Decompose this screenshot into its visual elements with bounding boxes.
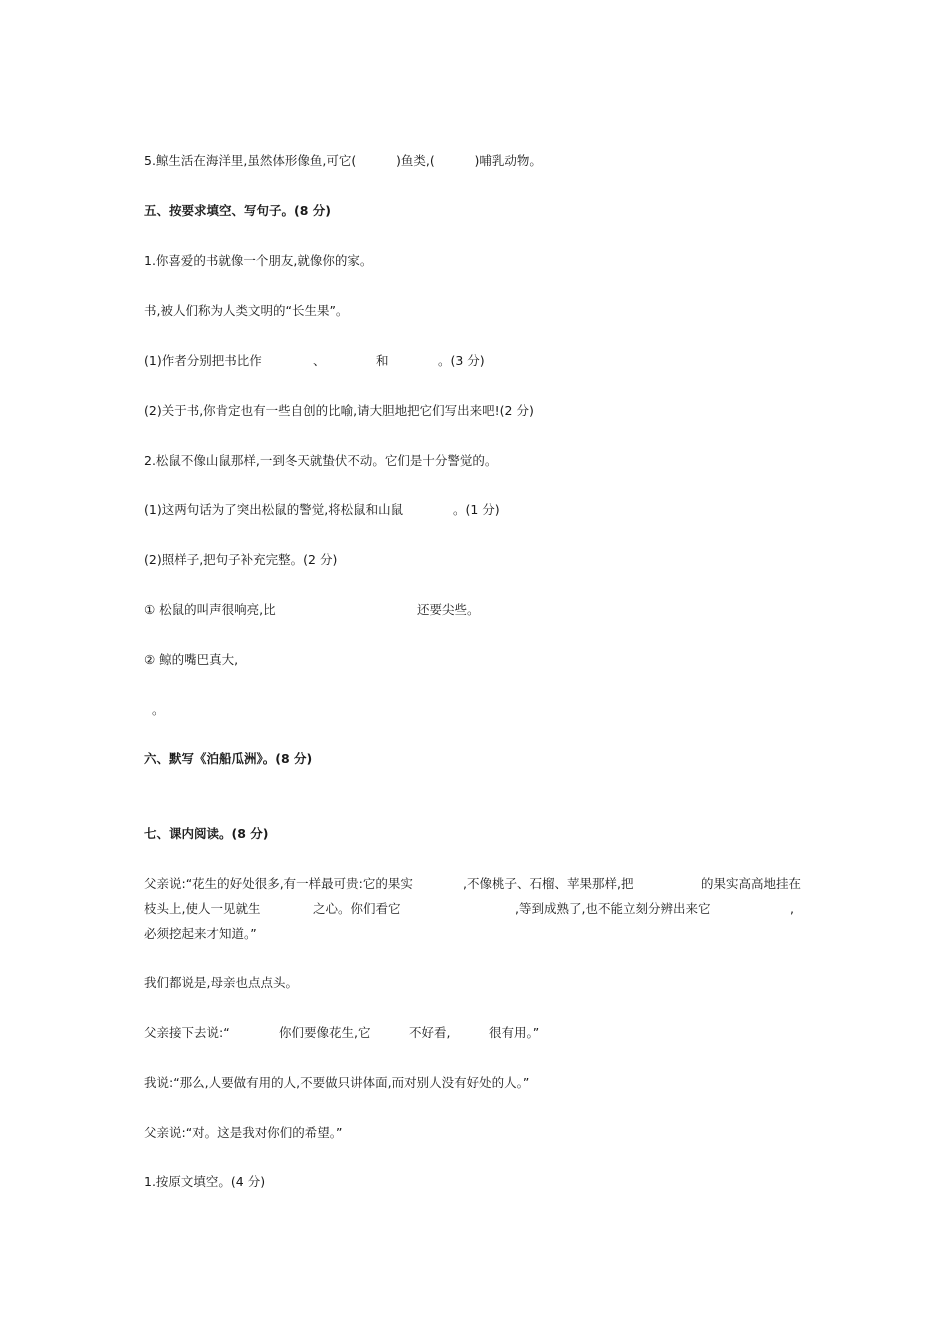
question-4-5: 5.鲸生活在海洋里,虽然体形像鱼,可它( )鱼类,( )哺乳动物。	[144, 153, 542, 168]
section-6-heading: 六、默写《泊船瓜洲》。(8 分)	[144, 751, 313, 766]
passage-paragraph-2: 我们都说是,母亲也点点头。	[144, 975, 298, 990]
section-5-q2-2-1	[0, 602, 950, 618]
q2-1-part-b: 。(1 分)	[453, 502, 500, 517]
p3-part-a: 父亲接下去说:“	[144, 1025, 230, 1040]
p3-part-c: 不好看,	[409, 1025, 451, 1040]
p1-line1-c: 的果实高高地挂在	[701, 876, 802, 891]
section-5-q1-text: 书,被人们称为人类文明的“长生果”。	[144, 303, 349, 318]
section-5-heading: 五、按要求填空、写句子。(8 分)	[144, 203, 331, 218]
q1-1-part-a: (1)作者分别把书比作	[144, 353, 262, 368]
passage-paragraph-3	[0, 1025, 950, 1041]
q1-1-part-c: 和	[376, 353, 389, 368]
passage-paragraph-1	[0, 876, 950, 940]
q2-2-1-part-a: ① 松鼠的叫声很响亮,比	[144, 602, 276, 617]
passage-paragraph-4: 我说:“那么,人要做有用的人,不要做只讲体面,而对别人没有好处的人。”	[144, 1075, 530, 1090]
q1-1-part-b: 、	[313, 353, 326, 368]
section-5-q1: 1.你喜爱的书就像一个朋友,就像你的家。	[144, 253, 373, 268]
p3-part-d: 很有用。”	[489, 1025, 540, 1040]
p1-line3: 必须挖起来才知道。”	[144, 926, 257, 941]
section-5-q1-2: (2)关于书,你肯定也有一些自创的比喻,请大胆地把它们写出来吧!(2 分)	[144, 403, 534, 418]
section-5-q2-2: (2)照样子,把句子补充完整。(2 分)	[144, 552, 338, 567]
q1-1-part-d: 。(3 分)	[438, 353, 485, 368]
p1-line2-b: 之心。你们看它	[313, 901, 401, 916]
p3-part-b: 你们要像花生,它	[279, 1025, 371, 1040]
section-5-q2-2-2: ② 鲸的嘴巴真大,	[144, 652, 239, 667]
section-5-q2-2-2-end: 。	[152, 702, 165, 717]
p1-line2-a: 枝头上,使人一见就生	[144, 901, 261, 916]
passage-paragraph-5: 父亲说:“对。这是我对你们的希望。”	[144, 1125, 343, 1140]
q2-2-1-part-b: 还要尖些。	[417, 602, 480, 617]
p1-line1-a: 父亲说:“花生的好处很多,有一样最可贵:它的果实	[144, 876, 413, 891]
section-7-heading: 七、课内阅读。(8 分)	[144, 826, 269, 841]
section-5-q1-1	[0, 353, 950, 369]
section-5-q2: 2.松鼠不像山鼠那样,一到冬天就蛰伏不动。它们是十分警觉的。	[144, 453, 498, 468]
section-7-q1: 1.按原文填空。(4 分)	[144, 1174, 266, 1189]
q2-1-part-a: (1)这两句话为了突出松鼠的警觉,将松鼠和山鼠	[144, 502, 404, 517]
p1-line1-b: ,不像桃子、石榴、苹果那样,把	[463, 876, 634, 891]
section-5-q2-1	[0, 502, 950, 518]
p1-line2-c: ,等到成熟了,也不能立刻分辨出来它	[515, 901, 711, 916]
p1-line2-d: ,	[790, 901, 794, 916]
